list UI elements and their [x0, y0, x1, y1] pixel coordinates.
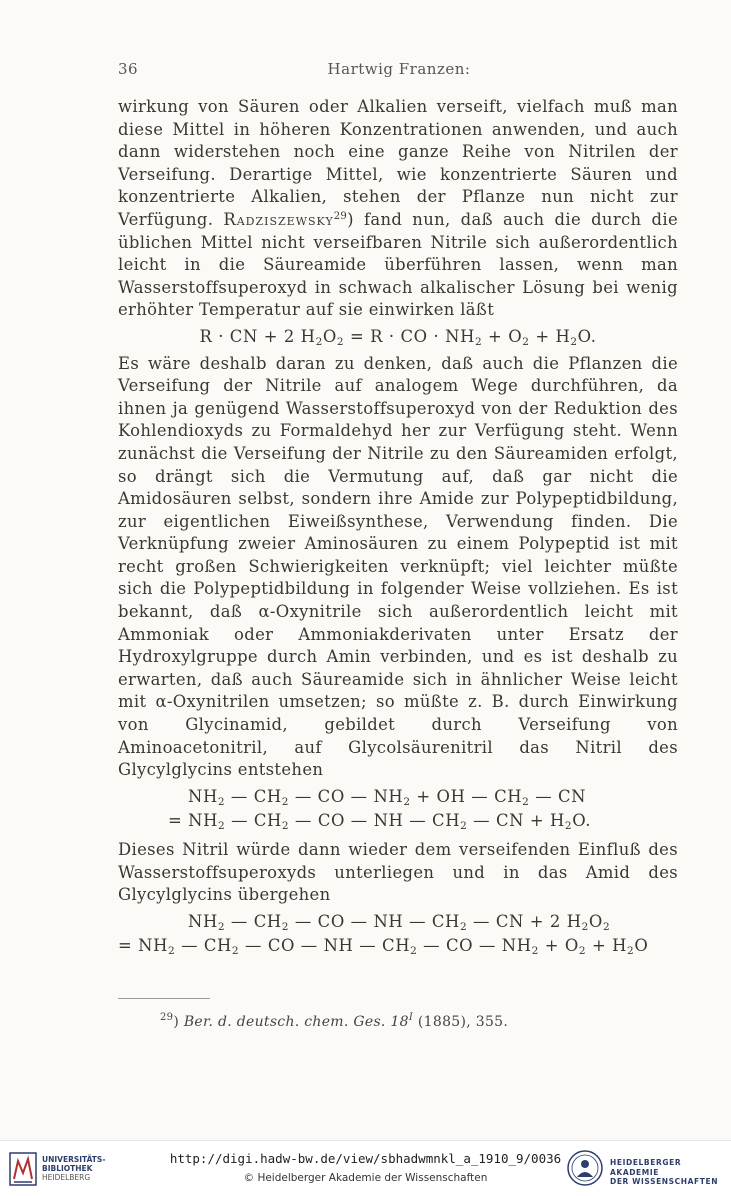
- paragraph-3: Dieses Nitril würde dann wieder dem verseifenden Einfluß des Wasserstoffsuperoxyds unterliegen und in das Amid des Glycylglycins übergehen: [118, 840, 678, 905]
- formula-3-line-2: = $NH_2$ — $CH_2$ — CO — NH — $CH_2$ — CO — $NH_2 + O_2 + H_2O$: [118, 936, 649, 958]
- formula-2-line-1: $NH_2$ — $CH_2$ — CO — $NH_2$ + OH — $CH_2$ — CN: [188, 786, 587, 808]
- author-name: Radziszewsky: [223, 209, 334, 229]
- copyright-notice: © Heidelberger Akademie der Wissenschaften: [243, 1172, 488, 1184]
- paragraph-2: Es wäre deshalb daran zu denken, daß auch die Pflanzen die Verseifung der Nitrile auf analogem Wege durchführen, da ihnen ja genügend Wasserstoffsuperoxyd von der Reduktion des Kohlendioxyds zu Formaldehyd her zur Verfügung steht. Wenn zunächst die Verseifung der Nitrile zu den Säureamiden erfolgt, so drängt sich die Vermutung auf, daß gar nicht die Amidosäuren selbst, sondern ihre Amide zur Polypeptidbildung, zur eigentlichen Eiweißsynthese, Verwendung finden. Die Verknüpfung zweier Aminosäuren zu einem Polypeptid ist mit recht großen Schwierigkeiten verknüpft; viel leichter müßte sich die Polypeptidbildung in folgender Weise vollziehen. Es ist bekannt, daß α-Oxynitrile sich außerordentlich leicht mit Ammoniak oder Ammoniakderivaten unter Ersatz der Hydroxylgruppe durch Amin verbinden, und es ist deshalb zu erwarten, daß auch Säureamide sich in ähnlicher Weise leicht mit α-Oxynitrilen umsetzen; so müßte z. B. durch Einwirkung von Glycinamid, gebildet durch Verseifung von Aminoacetonitril, auf Glycolsäurenitril das Nitril des Glycylglycins entstehen: [118, 353, 678, 780]
- university-library-name: UNIVERSITÄTS- BIBLIOTHEK HEIDELBERG: [42, 1155, 106, 1182]
- paragraph-1: wirkung von Säuren oder Alkalien verseift, vielfach muß man diese Mittel in höheren Konzentrationen anwenden, und auch dann widerstehen noch eine ganze Reihe von Nitrilen der Verseifung. Derartige Mittel, wie konzentrierte Säuren und konzentrierte Alkalien, stehen der Pflanze nun nicht zur Verfügung. Radziszewsky$^{29}$) fand nun, daß auch die durch die üblichen Mittel nicht verseifbaren Nitrile sich außerordentlich leicht in die Säureamide überführen lassen, wenn man Wasserstoffsuperoxyd in schwach alkalischer Lösung bei wenig erhöhter Temperatur auf sie einwirken läßt: [118, 97, 679, 320]
- formula-1: R · CN + 2 $H_2O_2 = R$ · CO · $NH_2 + O_2 + H_2O$.: [199, 326, 597, 348]
- footnote-rule: [118, 998, 210, 999]
- academy-name: HEIDELBERGER AKADEMIE DER WISSENSCHAFTEN: [610, 1158, 719, 1186]
- page-number: 36: [118, 60, 139, 78]
- footnote: $^{29}$) Ber. d. deutsch. chem. Ges. $18^I$ (1885), 355.: [160, 1012, 509, 1030]
- running-title: Hartwig Franzen:: [327, 60, 471, 78]
- formula-3-line-1: $NH_2$ — $CH_2$ — CO — NH — $CH_2$ — CN + 2 $H_2O_2$: [188, 911, 611, 933]
- footer-bar: [0, 1140, 731, 1196]
- source-url-link[interactable]: http://digi.hadw-bw.de/view/sbhadwmnkl_a_1910_9/0036: [169, 1151, 562, 1166]
- formula-2-line-2: = $NH_2$ — $CH_2$ — CO — NH — $CH_2$ — CN + $H_2O$.: [168, 811, 592, 833]
- academy-seal-icon[interactable]: [566, 1149, 604, 1187]
- body-text: [118, 96, 678, 962]
- footnote-ref[interactable]: 29: [333, 210, 348, 222]
